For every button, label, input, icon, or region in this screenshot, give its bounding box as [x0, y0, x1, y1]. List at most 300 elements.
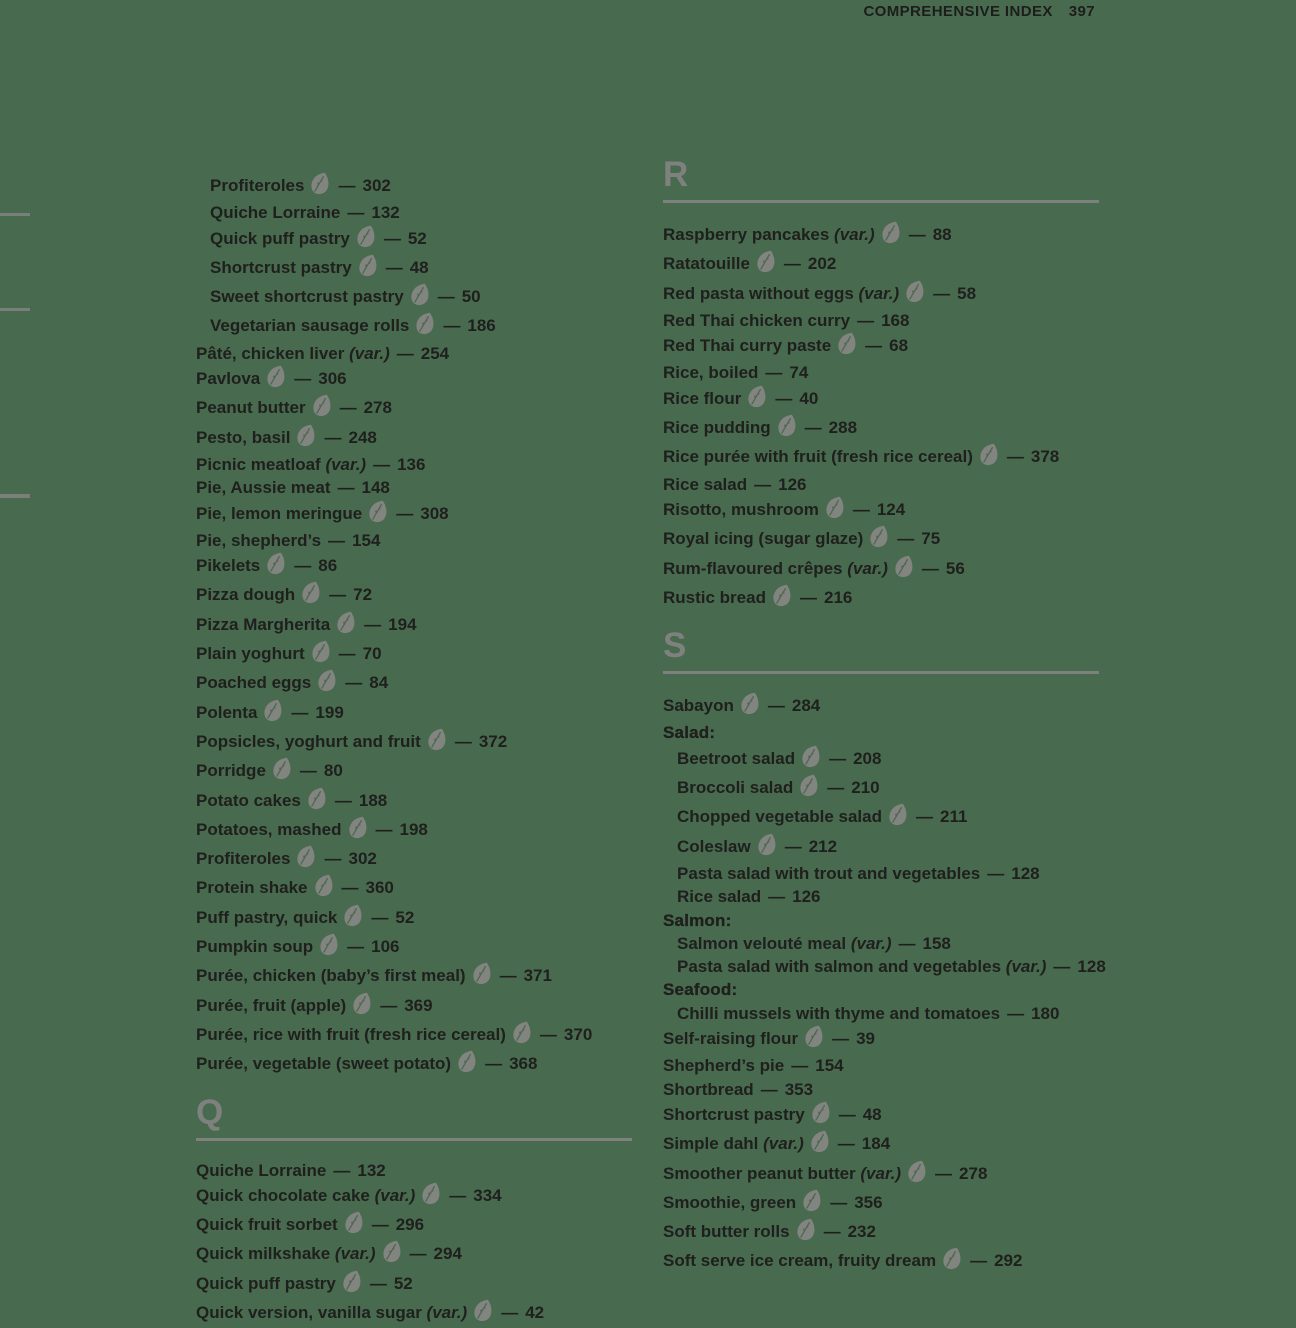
entry-page-number: 211 — [940, 807, 967, 826]
entry-dash: — — [328, 531, 345, 550]
entry-label: Pâté, chicken liver — [196, 344, 344, 363]
entry-page-number: 369 — [404, 996, 432, 1015]
index-entry — [663, 584, 1099, 613]
index-entry — [196, 365, 632, 394]
leaf-icon — [296, 845, 316, 874]
index-entry — [196, 699, 632, 728]
entry-dash: — — [800, 588, 817, 607]
index-entry — [196, 529, 632, 552]
entry-label: Pumpkin soup — [196, 937, 313, 956]
entry-label: Red Thai curry paste — [663, 336, 831, 355]
registration-mark — [0, 494, 30, 498]
variant-label: (var.) — [370, 1186, 415, 1205]
entry-label: Puff pastry, quick — [196, 908, 337, 927]
entry-label: Pie, lemon meringue — [196, 504, 362, 523]
index-entry — [196, 201, 632, 224]
entry-page-number: 294 — [434, 1244, 462, 1263]
index-entry — [663, 932, 1099, 955]
leaf-icon — [272, 757, 292, 786]
entry-page-number: 106 — [371, 937, 399, 956]
section-letter: S — [663, 627, 1099, 665]
entry-label: Pie, shepherd’s — [196, 531, 321, 550]
entry-page-number: 148 — [362, 478, 390, 497]
section-letter: R — [663, 156, 1099, 194]
leaf-icon — [314, 874, 334, 903]
index-entry — [196, 172, 632, 201]
index-entry — [196, 933, 632, 962]
entry-dash: — — [443, 316, 460, 335]
index-entry — [196, 787, 632, 816]
entry-label: Potatoes, mashed — [196, 820, 342, 839]
entry-label: Sweet shortcrust pastry — [210, 287, 404, 306]
entry-label: Salmon: — [663, 911, 731, 930]
entry-label: Salad: — [663, 723, 715, 742]
running-head — [863, 3, 1095, 20]
entry-page-number: 154 — [352, 531, 380, 550]
index-entry — [663, 803, 1099, 832]
index-section-continued — [196, 172, 632, 1080]
entry-label: Broccoli salad — [677, 778, 793, 797]
entry-label: Salmon velouté meal — [677, 934, 846, 953]
leaf-icon — [368, 500, 388, 529]
leaf-icon — [740, 692, 760, 721]
entry-page-number: 248 — [348, 428, 376, 447]
leaf-icon — [473, 1299, 493, 1328]
entry-page-number: 212 — [809, 837, 837, 856]
index-entry — [196, 424, 632, 453]
entry-page-number: 288 — [829, 418, 857, 437]
entry-dash: — — [371, 908, 388, 927]
entry-label: Raspberry pancakes — [663, 225, 829, 244]
entry-dash: — — [291, 703, 308, 722]
entry-dash: — — [370, 1274, 387, 1293]
entry-label: Royal icing (sugar glaze) — [663, 529, 863, 548]
entry-dash: — — [340, 398, 357, 417]
entry-page-number: 68 — [889, 336, 908, 355]
index-entry — [663, 955, 1099, 978]
leaf-icon — [747, 385, 767, 414]
entry-label: Purée, rice with fruit (fresh rice cereal) — [196, 1025, 506, 1044]
entry-page-number: 188 — [359, 791, 387, 810]
entry-dash: — — [830, 1193, 847, 1212]
index-entry — [663, 496, 1099, 525]
entry-label: Poached eggs — [196, 673, 311, 692]
entry-label: Quick version, vanilla sugar — [196, 1303, 422, 1322]
entry-dash: — — [1007, 447, 1024, 466]
entry-dash: — — [898, 934, 915, 953]
index-entry — [196, 394, 632, 423]
entry-dash: — — [987, 864, 1004, 883]
entry-page-number: 86 — [318, 556, 337, 575]
entry-dash: — — [485, 1054, 502, 1073]
leaf-icon — [336, 611, 356, 640]
entry-dash: — — [754, 475, 771, 494]
entry-page-number: 360 — [366, 878, 394, 897]
index-entry — [663, 745, 1099, 774]
variant-label: (var.) — [422, 1303, 467, 1322]
entry-label: Quick puff pastry — [196, 1274, 336, 1293]
entry-label: Quick milkshake — [196, 1244, 330, 1263]
entry-page-number: 278 — [364, 398, 392, 417]
entry-label: Rustic bread — [663, 588, 766, 607]
entry-dash: — — [765, 363, 782, 382]
leaf-icon — [772, 584, 792, 613]
entry-label: Profiteroles — [210, 176, 304, 195]
index-entry — [196, 312, 632, 341]
page-number: 397 — [1069, 3, 1095, 20]
variant-label: (var.) — [330, 1244, 375, 1263]
leaf-icon — [263, 699, 283, 728]
entry-page-number: 52 — [395, 908, 414, 927]
leaf-icon — [266, 552, 286, 581]
entry-label: Smoothie, green — [663, 1193, 796, 1212]
entry-page-number: 202 — [808, 254, 836, 273]
leaf-icon — [311, 640, 331, 669]
entry-label: Pie, Aussie meat — [196, 478, 331, 497]
entry-dash: — — [300, 761, 317, 780]
entry-label: Chopped vegetable salad — [677, 807, 882, 826]
entry-label: Smoother peanut butter — [663, 1164, 856, 1183]
entry-label: Potato cakes — [196, 791, 301, 810]
entry-dash: — — [342, 878, 359, 897]
index-entry — [663, 1130, 1099, 1159]
index-entry — [196, 1159, 632, 1182]
entry-dash: — — [785, 837, 802, 856]
index-entry — [663, 833, 1099, 862]
entry-dash: — — [386, 258, 403, 277]
entry-page-number: 48 — [410, 258, 429, 277]
index-entry — [663, 385, 1099, 414]
entry-label: Pikelets — [196, 556, 260, 575]
entry-dash: — — [347, 203, 364, 222]
index-entry — [663, 250, 1099, 279]
entry-page-number: 184 — [862, 1134, 890, 1153]
entry-dash: — — [338, 176, 355, 195]
variant-label: (var.) — [846, 934, 891, 953]
leaf-icon — [802, 1189, 822, 1218]
leaf-icon — [881, 221, 901, 250]
entry-label: Rice, boiled — [663, 363, 758, 382]
entry-page-number: 371 — [524, 966, 552, 985]
leaf-icon — [415, 312, 435, 341]
entry-label: Shortcrust pastry — [210, 258, 352, 277]
index-entry — [663, 1247, 1099, 1276]
registration-mark — [0, 308, 30, 311]
index-entry — [196, 1270, 632, 1299]
index-entry — [196, 669, 632, 698]
entry-label: Rice flour — [663, 389, 741, 408]
index-entry — [663, 1078, 1099, 1101]
entry-dash: — — [324, 428, 341, 447]
index-entry — [196, 283, 632, 312]
leaf-icon — [804, 1025, 824, 1054]
entry-label: Rice salad — [677, 887, 761, 906]
leaf-icon — [307, 787, 327, 816]
entry-dash: — — [294, 556, 311, 575]
index-entry — [196, 728, 632, 757]
entry-dash: — — [865, 336, 882, 355]
leaf-icon — [410, 283, 430, 312]
entry-label: Pizza dough — [196, 585, 295, 604]
index-entry — [663, 862, 1099, 885]
entry-label: Vegetarian sausage rolls — [210, 316, 409, 335]
entry-page-number: 132 — [357, 1161, 385, 1180]
entry-dash: — — [455, 732, 472, 751]
leaf-icon — [457, 1050, 477, 1079]
entry-label: Pavlova — [196, 369, 260, 388]
entry-dash: — — [935, 1164, 952, 1183]
entry-page-number: 56 — [946, 559, 965, 578]
index-list — [663, 692, 1099, 1277]
entry-dash: — — [376, 820, 393, 839]
index-entry — [663, 1025, 1099, 1054]
entry-page-number: 88 — [933, 225, 952, 244]
entry-dash: — — [540, 1025, 557, 1044]
index-entry — [663, 414, 1099, 443]
index-entry — [663, 885, 1099, 908]
entry-dash: — — [922, 559, 939, 578]
entry-page-number: 124 — [877, 500, 905, 519]
index-entry — [196, 500, 632, 529]
entry-dash: — — [784, 254, 801, 273]
index-list — [196, 1159, 632, 1328]
entry-page-number: 302 — [348, 849, 376, 868]
entry-label: Shortbread — [663, 1080, 754, 1099]
entry-dash: — — [853, 500, 870, 519]
entry-dash: — — [1007, 1004, 1024, 1023]
entry-dash: — — [324, 849, 341, 868]
entry-page-number: 180 — [1031, 1004, 1059, 1023]
index-entry — [196, 845, 632, 874]
leaf-icon — [757, 833, 777, 862]
index-entry — [196, 476, 632, 499]
entry-label: Purée, chicken (baby’s first meal) — [196, 966, 466, 985]
leaf-icon — [979, 443, 999, 472]
entry-dash: — — [933, 284, 950, 303]
entry-page-number: 168 — [881, 311, 909, 330]
entry-dash: — — [372, 1215, 389, 1234]
entry-label: Pasta salad with salmon and vegetables — [677, 957, 1001, 976]
entry-label: Red pasta without eggs — [663, 284, 854, 303]
entry-label: Self-raising flour — [663, 1029, 798, 1048]
entry-dash: — — [501, 1303, 518, 1322]
entry-page-number: 306 — [318, 369, 346, 388]
entry-label: Popsicles, yoghurt and fruit — [196, 732, 421, 751]
entry-label: Rice pudding — [663, 418, 771, 437]
leaf-icon — [312, 394, 332, 423]
leaf-icon — [358, 254, 378, 283]
entry-dash: — — [294, 369, 311, 388]
entry-page-number: 58 — [957, 284, 976, 303]
entry-label: Coleslaw — [677, 837, 751, 856]
index-entry — [196, 1299, 632, 1328]
entry-page-number: 378 — [1031, 447, 1059, 466]
index-column-left — [196, 172, 632, 1328]
entry-label: Quiche Lorraine — [196, 1161, 326, 1180]
entry-label: Porridge — [196, 761, 266, 780]
entry-dash: — — [909, 225, 926, 244]
entry-dash: — — [410, 1244, 427, 1263]
leaf-icon — [942, 1247, 962, 1276]
index-title: COMPREHENSIVE INDEX — [863, 3, 1052, 20]
index-subheading — [663, 721, 1099, 744]
leaf-icon — [796, 1218, 816, 1247]
entry-dash: — — [339, 644, 356, 663]
variant-label: (var.) — [856, 1164, 901, 1183]
leaf-icon — [512, 1021, 532, 1050]
entry-label: Chilli mussels with thyme and tomatoes — [677, 1004, 1000, 1023]
index-entry — [663, 280, 1099, 309]
leaf-icon — [810, 1130, 830, 1159]
index-entry — [663, 555, 1099, 584]
leaf-icon — [296, 424, 316, 453]
entry-dash: — — [384, 229, 401, 248]
leaf-icon — [342, 1270, 362, 1299]
leaf-icon — [343, 904, 363, 933]
entry-page-number: 128 — [1077, 957, 1105, 976]
entry-page-number: 254 — [421, 344, 449, 363]
entry-dash: — — [373, 455, 390, 474]
entry-dash: — — [347, 937, 364, 956]
entry-label: Polenta — [196, 703, 257, 722]
entry-label: Quiche Lorraine — [210, 203, 340, 222]
index-entry — [663, 361, 1099, 384]
entry-label: Pizza Margherita — [196, 615, 330, 634]
entry-dash: — — [857, 311, 874, 330]
variant-label: (var.) — [344, 344, 389, 363]
entry-label: Protein shake — [196, 878, 308, 897]
entry-page-number: 372 — [479, 732, 507, 751]
leaf-icon — [301, 581, 321, 610]
index-entry — [663, 1218, 1099, 1247]
entry-dash: — — [364, 615, 381, 634]
index-subheading — [663, 909, 1099, 932]
entry-dash: — — [791, 1056, 808, 1075]
index-entry — [196, 1211, 632, 1240]
leaf-icon — [801, 745, 821, 774]
index-entry — [196, 342, 632, 365]
entry-label: Soft serve ice cream, fruity dream — [663, 1251, 936, 1270]
entry-dash: — — [438, 287, 455, 306]
entry-page-number: 198 — [400, 820, 428, 839]
variant-label: (var.) — [829, 225, 874, 244]
variant-label: (var.) — [854, 284, 899, 303]
entry-page-number: 136 — [397, 455, 425, 474]
leaf-icon — [352, 992, 372, 1021]
entry-page-number: 368 — [509, 1054, 537, 1073]
index-entry — [663, 1054, 1099, 1077]
leaf-icon — [356, 225, 376, 254]
index-entry — [196, 225, 632, 254]
entry-dash: — — [380, 996, 397, 1015]
entry-page-number: 72 — [353, 585, 372, 604]
index-entry — [663, 1160, 1099, 1189]
index-section-q — [196, 1094, 632, 1328]
entry-dash: — — [761, 1080, 778, 1099]
entry-label: Ratatouille — [663, 254, 750, 273]
leaf-icon — [319, 933, 339, 962]
entry-page-number: 216 — [824, 588, 852, 607]
entry-label: Beetroot salad — [677, 749, 795, 768]
entry-page-number: 302 — [362, 176, 390, 195]
entry-dash: — — [768, 887, 785, 906]
entry-label: Purée, fruit (apple) — [196, 996, 346, 1015]
index-section-s — [663, 627, 1099, 1277]
leaf-icon — [907, 1160, 927, 1189]
index-entry — [663, 692, 1099, 721]
index-entry — [196, 904, 632, 933]
entry-dash: — — [829, 749, 846, 768]
variant-label: (var.) — [758, 1134, 803, 1153]
entry-label: Seafood: — [663, 980, 737, 999]
entry-label: Soft butter rolls — [663, 1222, 790, 1241]
entry-dash: — — [970, 1251, 987, 1270]
entry-label: Picnic meatloaf — [196, 455, 321, 474]
entry-label: Rice purée with fruit (fresh rice cereal) — [663, 447, 973, 466]
entry-label: Sabayon — [663, 696, 734, 715]
index-entry — [196, 453, 632, 476]
entry-dash: — — [500, 966, 517, 985]
index-entry — [196, 640, 632, 669]
index-entry — [663, 525, 1099, 554]
index-entry — [196, 1021, 632, 1050]
leaf-icon — [348, 816, 368, 845]
index-entry — [663, 473, 1099, 496]
entry-page-number: 126 — [792, 887, 820, 906]
index-column-right — [663, 156, 1099, 1277]
entry-dash: — — [805, 418, 822, 437]
entry-page-number: 356 — [854, 1193, 882, 1212]
entry-page-number: 199 — [315, 703, 343, 722]
index-entry — [196, 816, 632, 845]
entry-label: Simple dahl — [663, 1134, 758, 1153]
leaf-icon — [894, 555, 914, 584]
entry-dash: — — [839, 1105, 856, 1124]
entry-dash: — — [838, 1134, 855, 1153]
entry-dash: — — [832, 1029, 849, 1048]
leaf-icon — [799, 774, 819, 803]
entry-page-number: 70 — [363, 644, 382, 663]
index-entry — [196, 757, 632, 786]
entry-label: Shepherd’s pie — [663, 1056, 784, 1075]
section-letter: Q — [196, 1094, 632, 1132]
index-entry — [196, 581, 632, 610]
index-entry — [663, 1101, 1099, 1130]
leaf-icon — [427, 728, 447, 757]
entry-page-number: 80 — [324, 761, 343, 780]
entry-dash: — — [345, 673, 362, 692]
entry-label: Quick fruit sorbet — [196, 1215, 338, 1234]
entry-label: Shortcrust pastry — [663, 1105, 805, 1124]
entry-page-number: 48 — [863, 1105, 882, 1124]
leaf-icon — [777, 414, 797, 443]
index-subheading — [663, 978, 1099, 1001]
entry-label: Purée, vegetable (sweet potato) — [196, 1054, 451, 1073]
entry-label: Plain yoghurt — [196, 644, 305, 663]
leaf-icon — [382, 1240, 402, 1269]
index-entry — [196, 1050, 632, 1079]
index-list — [663, 221, 1099, 613]
entry-dash: — — [824, 1222, 841, 1241]
leaf-icon — [472, 962, 492, 991]
entry-dash: — — [916, 807, 933, 826]
index-entry — [196, 874, 632, 903]
index-entry — [196, 1182, 632, 1211]
entry-page-number: 370 — [564, 1025, 592, 1044]
leaf-icon — [837, 332, 857, 361]
index-section-r — [663, 156, 1099, 613]
entry-page-number: 40 — [799, 389, 818, 408]
